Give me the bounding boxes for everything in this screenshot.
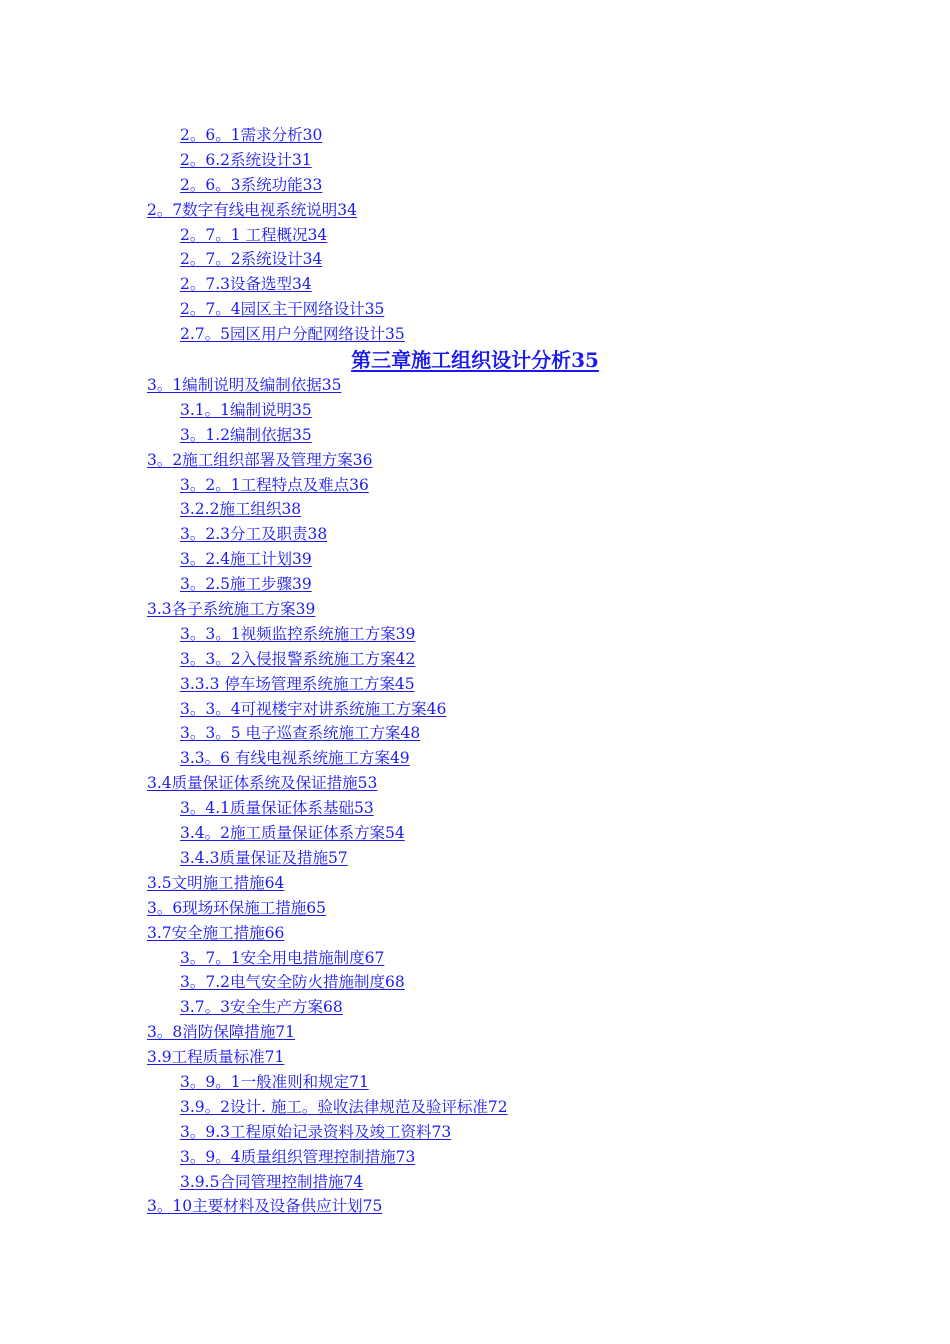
toc-entry — [0, 1045, 950, 1070]
toc-entry-link[interactable]: 3。2.5施工步骤39 — [180, 575, 312, 594]
toc-entry-link[interactable]: 2。6.2系统设计31 — [180, 150, 312, 169]
toc-entry — [0, 946, 950, 971]
toc-entry — [0, 1170, 950, 1195]
toc-entry — [0, 896, 950, 921]
toc-entry-link[interactable]: 3。1.2编制依据35 — [180, 425, 312, 444]
toc-entry — [0, 1194, 950, 1219]
toc-entry-link[interactable]: 3。9.3工程原始记录资料及竣工资料73 — [180, 1122, 452, 1141]
toc-entry — [0, 398, 950, 423]
toc-entry — [0, 1070, 950, 1095]
toc-entry — [0, 821, 950, 846]
toc-entry-link[interactable]: 3.7安全施工措施66 — [147, 923, 285, 942]
toc-entry-link[interactable]: 2。6。3系统功能33 — [180, 175, 323, 194]
toc-entry — [0, 148, 950, 173]
toc-entry-link[interactable]: 2。7。1 工程概况34 — [180, 225, 328, 244]
toc-entry — [0, 672, 950, 697]
table-of-contents — [0, 123, 950, 1219]
toc-entry-link[interactable]: 2.7。5园区用户分配网络设计35 — [180, 325, 405, 344]
toc-entry — [0, 697, 950, 722]
toc-entry-link[interactable]: 3.3.3 停车场管理系统施工方案45 — [180, 674, 415, 693]
toc-entry-link[interactable]: 3.5文明施工措施64 — [147, 873, 285, 892]
toc-entry-link[interactable]: 3。7。1安全用电措施制度67 — [180, 948, 385, 967]
toc-chapter-link[interactable]: 第三章施工组织设计分析35 — [351, 348, 599, 373]
toc-entry — [0, 647, 950, 672]
toc-entry — [0, 123, 950, 148]
toc-entry-link[interactable]: 3.4质量保证体系统及保证措施53 — [147, 774, 378, 793]
toc-entry — [0, 322, 950, 347]
toc-entry — [0, 1020, 950, 1045]
toc-entry-link[interactable]: 3。1编制说明及编制依据35 — [147, 376, 342, 395]
toc-entry-link[interactable]: 3.9。2设计. 施工。验收法律规范及验评标准72 — [180, 1097, 508, 1116]
toc-entry — [0, 198, 950, 223]
toc-entry — [0, 921, 950, 946]
toc-entry-link[interactable]: 2。7.3设备选型34 — [180, 275, 312, 294]
toc-entry — [0, 272, 950, 297]
toc-entry-link[interactable]: 3.4。2施工质量保证体系方案54 — [180, 824, 405, 843]
toc-entry — [0, 746, 950, 771]
toc-entry — [0, 1145, 950, 1170]
toc-entry-link[interactable]: 3。3。4可视楼宇对讲系统施工方案46 — [180, 699, 447, 718]
toc-entry-link[interactable]: 3。2.3分工及职责38 — [180, 525, 328, 544]
toc-entry — [0, 597, 950, 622]
toc-entry-link[interactable]: 3。4.1质量保证体系基础53 — [180, 799, 374, 818]
toc-entry-link[interactable]: 3.3各子系统施工方案39 — [147, 600, 316, 619]
toc-entry — [0, 522, 950, 547]
toc-entry — [0, 497, 950, 522]
toc-entry-link[interactable]: 3.1。1编制说明35 — [180, 400, 312, 419]
toc-entry-link[interactable]: 3。9。1一般准则和规定71 — [180, 1072, 369, 1091]
toc-entry-link[interactable]: 3。8消防保障措施71 — [147, 1023, 295, 1042]
toc-entry — [0, 473, 950, 498]
toc-entry-link[interactable]: 2。7。4园区主干网络设计35 — [180, 300, 385, 319]
toc-entry-link[interactable]: 2。7。2系统设计34 — [180, 250, 323, 269]
toc-entry-link[interactable]: 3.9.5合同管理控制措施74 — [180, 1172, 364, 1191]
toc-entry — [0, 871, 950, 896]
toc-entry — [0, 721, 950, 746]
toc-entry — [0, 547, 950, 572]
toc-entry — [0, 771, 950, 796]
toc-entry-link[interactable]: 3.3。6 有线电视系统施工方案49 — [180, 749, 410, 768]
toc-entry — [0, 572, 950, 597]
toc-entry-link[interactable]: 3。2施工组织部署及管理方案36 — [147, 450, 373, 469]
toc-entry-link[interactable]: 3.2.2施工组织38 — [180, 500, 302, 519]
toc-entry — [0, 247, 950, 272]
toc-entry-link[interactable]: 3。2。1工程特点及难点36 — [180, 475, 369, 494]
toc-entry-link[interactable]: 3。2.4施工计划39 — [180, 550, 312, 569]
toc-entry — [0, 423, 950, 448]
toc-entry — [0, 1095, 950, 1120]
toc-entry-link[interactable]: 3。7.2电气安全防火措施制度68 — [180, 973, 405, 992]
toc-entry-link[interactable]: 3.7。3安全生产方案68 — [180, 998, 343, 1017]
toc-entry-link[interactable]: 3.4.3质量保证及措施57 — [180, 848, 348, 867]
toc-entry-link[interactable]: 3。3。2入侵报警系统施工方案42 — [180, 649, 416, 668]
toc-entry-link[interactable]: 2。7数字有线电视系统说明34 — [147, 200, 357, 219]
toc-entry-link[interactable]: 3。3。1视频监控系统施工方案39 — [180, 624, 416, 643]
toc-entry — [0, 846, 950, 871]
toc-entry — [0, 173, 950, 198]
toc-entry-link[interactable]: 2。6。1需求分析30 — [180, 126, 323, 144]
toc-chapter-heading — [0, 347, 950, 373]
toc-entry-link[interactable]: 3。3。5 电子巡查系统施工方案48 — [180, 724, 421, 743]
toc-entry-link[interactable]: 3。6现场环保施工措施65 — [147, 898, 326, 917]
toc-entry — [0, 622, 950, 647]
toc-entry — [0, 995, 950, 1020]
toc-entry — [0, 448, 950, 473]
toc-entry — [0, 297, 950, 322]
toc-entry-link[interactable]: 3。9。4质量组织管理控制措施73 — [180, 1147, 416, 1166]
toc-entry — [0, 373, 950, 398]
toc-entry-link[interactable]: 3.9工程质量标准71 — [147, 1048, 285, 1067]
toc-entry — [0, 796, 950, 821]
toc-entry — [0, 223, 950, 248]
toc-entry — [0, 1120, 950, 1145]
toc-entry-link[interactable]: 3。10主要材料及设备供应计划75 — [147, 1197, 383, 1216]
toc-entry — [0, 970, 950, 995]
